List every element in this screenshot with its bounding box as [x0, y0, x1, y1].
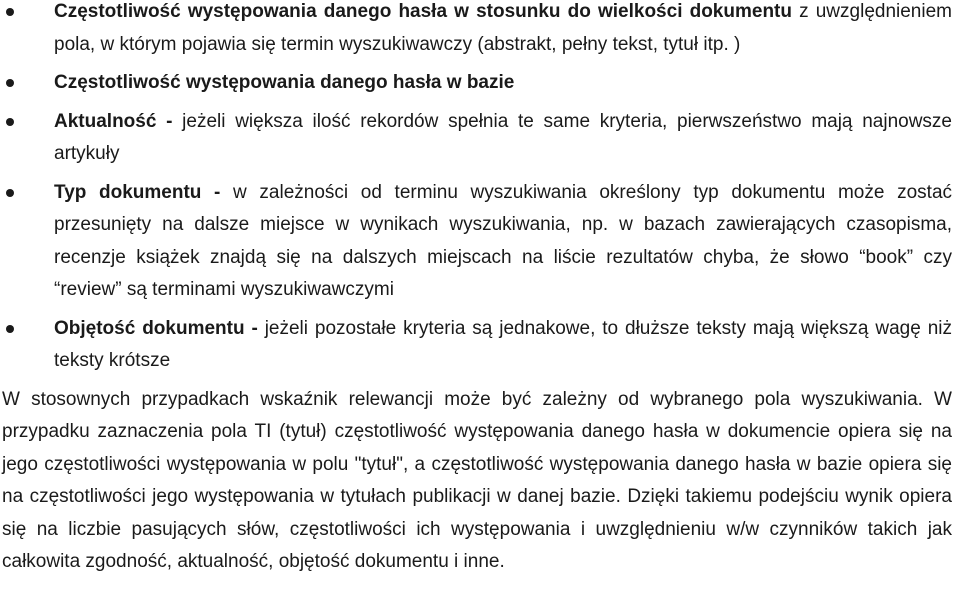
criterion-term: Częstotliwość występowania danego hasła w bazie [54, 72, 515, 93]
bullet-icon [6, 79, 14, 87]
body-paragraph: W stosownych przypadkach wskaźnik relewancji może być zależny od wybranego pola wyszukiwania. W przypadku zaznaczenia pola TI (tytuł) częstotliwość występowania danego hasła w dokumencie opiera się na jego częstotliwości występowania w polu "tytuł", a częstotliwość występowania danego hasła w bazie opiera się na częstotliwości jego występowania w tytułach publikacji w danej bazie. Dzięki takiemu podejściu wynik opiera się na liczbie pasujących słów, częstotliwości ich występowania i uwzględnieniu w/w czynników takich jak całkowita zgodność, aktualność, objętość dokumentu i inne. [2, 388, 952, 572]
list-item [0, 177, 952, 307]
list-item [0, 67, 952, 100]
bullet-icon [6, 189, 14, 197]
criterion-term: Aktualność - [54, 110, 173, 132]
criterion-description: w zależności od terminu wyszukiwania określony typ dokumentu może zostać przesunięty na dalsze miejsce w wynikach wyszukiwania, np. w bazach zawierających czasopisma, recenzje książek znajdą się na dalszych miejscach na liście rezultatów chyba, że słowo “book” czy “review” są terminami wyszukiwawczymi [54, 181, 953, 300]
criterion-description: jeżeli pozostałe kryteria są jednakowe, to dłuższe teksty mają większą wagę niż teksty krótsze [54, 317, 952, 371]
criterion-term: Typ dokumentu - [54, 181, 221, 203]
criterion-description: jeżeli większa ilość rekordów spełnia te same kryteria, pierwszeństwo mają najnowsze artykuły [54, 110, 952, 164]
bullet-icon [6, 325, 14, 333]
list-item [0, 313, 952, 378]
criterion-term: Objętość dokumentu - [54, 317, 258, 339]
list-item [0, 0, 952, 61]
criterion-term: Częstotliwość występowania danego hasła w stosunku do wielkości dokumentu [54, 1, 792, 22]
list-item [0, 106, 952, 171]
criterion-description: z uwzględnieniem pola, w którym pojawia się termin wyszukiwawczy (abstrakt, pełny tekst, tytuł itp. ) [54, 1, 952, 55]
bullet-icon [6, 118, 14, 126]
bullet-icon [6, 8, 14, 16]
